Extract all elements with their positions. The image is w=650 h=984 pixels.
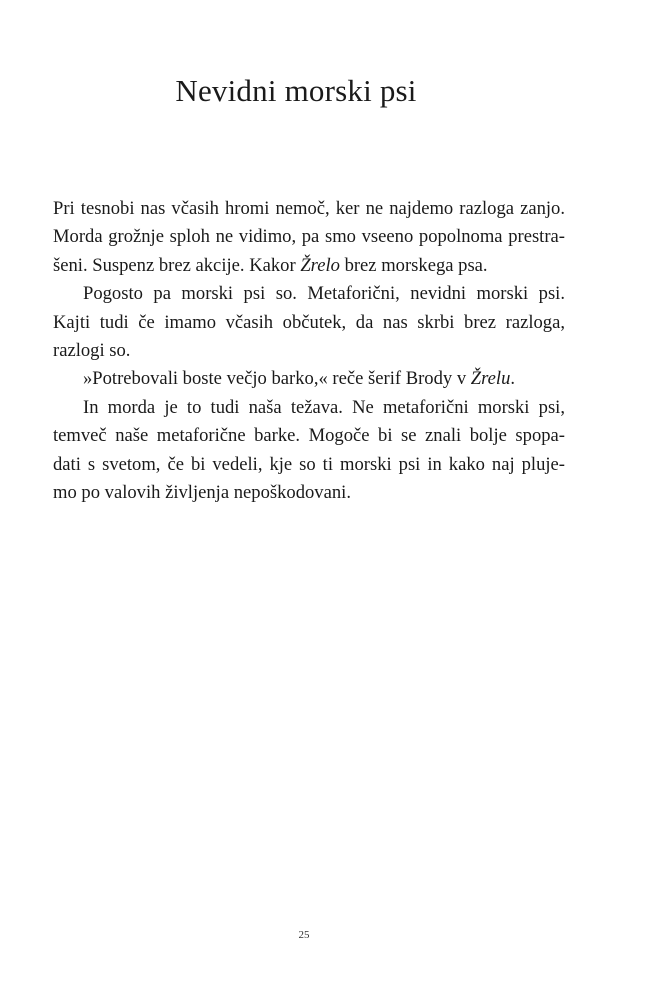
paragraph-4-line-3: dati s svetom, če bi vedeli, kje so ti morski psi in kako naj pluje- xyxy=(53,453,565,475)
page-title: Nevidni morski psi xyxy=(175,73,417,108)
paragraph-1-line-1: Pri tesnobi nas včasih hromi nemoč, ker ne najdemo razloga zanjo. xyxy=(53,198,565,219)
paragraph-1-text-after: brez morskega psa. xyxy=(339,254,488,276)
paragraph-2-line-2: Kajti tudi če imamo včasih občutek, da nas skrbi brez razloga, xyxy=(53,311,565,333)
quote-text-after: . xyxy=(510,368,516,390)
paragraph-4-line-1: In morda je to tudi naša težava. Ne metaforični morski psi, xyxy=(83,396,565,418)
paragraph-1-line-3 xyxy=(53,252,565,280)
page-number: 25 xyxy=(298,929,310,941)
paragraph-2-line-3: razlogi so. xyxy=(53,340,131,362)
body-text xyxy=(53,195,565,507)
film-title-zrelo: Žrelo xyxy=(300,254,340,276)
paragraph-4-line-4: mo po valovih življenja nepoškodovani. xyxy=(53,482,351,504)
paragraph-4-line-2: temveč naše metaforične barke. Mogoče bi se znali bolje spopa- xyxy=(53,425,565,447)
paragraph-1-line-2: Morda grožnje sploh ne vidimo, pa smo vseeno popolnoma prestra- xyxy=(53,226,565,248)
quote-text-before: »Potrebovali boste večjo barko,« reče šerif Brody v xyxy=(83,368,471,390)
paragraph-3-quote xyxy=(53,365,565,393)
film-title-zrelu: Žrelu xyxy=(470,368,511,390)
paragraph-2-line-1: Pogosto pa morski psi so. Metaforični, nevidni morski psi. xyxy=(83,283,565,305)
paragraph-1-text-before: šeni. Suspenz brez akcije. Kakor xyxy=(53,254,301,276)
